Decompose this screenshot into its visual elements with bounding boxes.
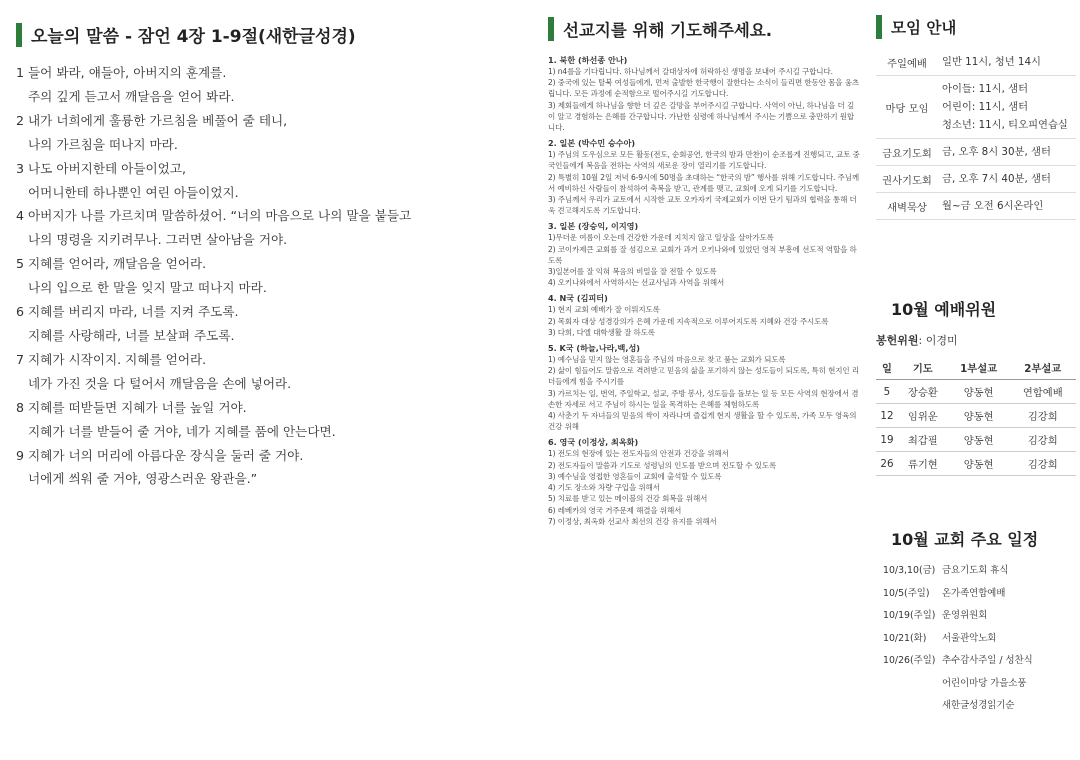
- schedule-title-row: [876, 527, 1076, 550]
- meeting-label: 권사기도회: [876, 166, 938, 193]
- schedule-event: 서울관악노회: [942, 632, 997, 644]
- roster-cell: 5: [876, 380, 898, 404]
- prayer-group: [548, 138, 860, 216]
- prayer-item: 1) 현지 교회 예배가 잘 이뤄지도록: [548, 305, 660, 315]
- prayer-group: [548, 55, 860, 133]
- meeting-label: 금요기도회: [876, 139, 938, 166]
- roster-cell: 김강희: [1010, 404, 1076, 428]
- verse-line: 지혜를 사랑해라, 너를 보살펴 주도록.: [28, 327, 235, 343]
- roster-cell: 12: [876, 404, 898, 428]
- roster-cell: 최갑필: [898, 428, 948, 452]
- verse-line: 나의 명령을 지키려무나. 그러면 살아남을 거야.: [28, 232, 288, 248]
- schedule-row: [876, 673, 1076, 696]
- meeting-value-line: 어린이: 11시, 샘터: [942, 101, 1029, 113]
- schedule-row: [876, 583, 1076, 606]
- meeting-row: [876, 166, 1076, 193]
- prayer-item: 1) 예수님을 믿지 않는 영혼들을 주님의 마음으로 찾고 품는 교회가 되도록: [548, 355, 786, 365]
- meeting-row: [876, 193, 1076, 220]
- prayer-item: 2) 특별히 10월 2일 저녁 6-9시에 50명을 초대하는 “한국의 밤” 행사를 위해 기도합니다. 주님께서 예비하신 사람들이 참석하여 축복을 받고, 관계를 맺고, 교회에 오게 되기를 기도합니다.: [548, 172, 859, 193]
- roster-cell: 류기현: [898, 452, 948, 476]
- prayer-list: [548, 55, 860, 527]
- prayer-item: 2) 코이카제큰 교회를 잘 섬김으로 교회가 과거 오키나와에 있었던 영적 부흥에 선도적 역할을 하도록: [548, 244, 857, 265]
- schedule-event: 추수감사주일 / 성찬식: [942, 655, 1033, 666]
- verse-line: 주의 깊게 듣고서 깨달음을 얻어 봐라.: [28, 88, 235, 104]
- prayer-section: [548, 17, 860, 532]
- verse-line: 나의 가르침을 떠나지 마라.: [28, 136, 178, 152]
- section-accent-bar: [16, 23, 22, 47]
- meeting-value: [938, 193, 1076, 220]
- offering-committee-value: : 이경미: [918, 334, 958, 347]
- roster-cell: 양동현: [948, 452, 1010, 476]
- prayer-item: 2) 삶이 힘들어도 말씀으로 격려받고 믿음의 삶을 포기하지 않는 성도들이 되도록, 특히 현지인 리더들에게 힘을 주시기를: [548, 366, 859, 387]
- verse-line: 지혜가 너를 받들어 줄 거야, 네가 지혜를 품에 안는다면.: [28, 423, 336, 439]
- verse-line: 9 지혜가 너의 머리에 아름다운 장식을 둘러 줄 거야.: [16, 447, 304, 463]
- roster-header: 기도: [898, 356, 948, 380]
- prayer-group: [548, 293, 860, 338]
- prayer-item: 4) 오키나와에서 사역하시는 선교사님과 사역을 위해서: [548, 278, 725, 288]
- meeting-label: 주일예배: [876, 49, 938, 76]
- verse-line: 4 아버지가 나를 가르치며 말씀하셨어. “너의 마음으로 나의 말을 붙들고: [16, 208, 412, 224]
- prayer-item: 1) n4를을 기다립니다. 하나님께서 갈대상자에 허락하신 생명을 보내어 주시길 구합니다.: [548, 67, 833, 76]
- verse-line: 7 지혜가 시작이지. 지혜를 얻어라.: [16, 351, 207, 367]
- prayer-group-title: 4. N국 (김피터): [548, 293, 608, 304]
- roster-header: 일: [876, 356, 898, 380]
- prayer-group-title: 6. 영국 (이정상, 최옥화): [548, 437, 639, 448]
- worship-roster-table: [876, 356, 1076, 476]
- prayer-group-title: 5. K국 (하늘,나라,백,성): [548, 343, 640, 354]
- schedule-date: 10/26(주일): [883, 655, 936, 666]
- schedule-date: [876, 695, 938, 718]
- roster-row: [876, 428, 1076, 452]
- schedule-date: 10/5(주일): [883, 587, 930, 599]
- verse-line: 나의 입으로 한 말을 잊지 말고 떠나지 마라.: [28, 280, 267, 296]
- schedule-row: [876, 560, 1076, 583]
- meeting-value: [938, 49, 1076, 76]
- meeting-row: [876, 49, 1076, 76]
- roster-row: [876, 404, 1076, 428]
- verse-line: 1 들어 봐라, 얘들아, 아버지의 훈계를.: [16, 65, 227, 80]
- roster-row: [876, 452, 1076, 476]
- prayer-group-title: 1. 북한 (하선종 안나): [548, 55, 628, 65]
- meeting-title: 모임 안내: [891, 19, 957, 37]
- scripture-title: 오늘의 말씀 - 잠언 4장 1-9절(새한글성경): [31, 27, 356, 47]
- worship-title-row: [876, 297, 1076, 320]
- schedule-row: [876, 695, 1076, 718]
- meeting-label: 새벽묵상: [876, 193, 938, 220]
- roster-row: [876, 380, 1076, 404]
- meeting-value: [938, 139, 1076, 166]
- section-accent-bar: [548, 17, 554, 41]
- prayer-item: 4) 기도 장소와 차량 구입을 위해서: [548, 483, 660, 493]
- prayer-item: 5) 치료를 받고 있는 메이블의 건강 회복을 위해서: [548, 494, 708, 504]
- prayer-group-title: 2. 일본 (박수민 승수아): [548, 138, 636, 149]
- verse-line: 어머니한테 하나뿐인 여린 아들이었지.: [28, 184, 239, 200]
- roster-cell: 김강희: [1010, 428, 1076, 452]
- meeting-value: [938, 166, 1076, 193]
- prayer-group: [548, 221, 860, 288]
- section-accent-bar: [876, 15, 882, 39]
- prayer-item: 6) 레베카의 영국 거주문제 해결을 위해서: [548, 505, 682, 515]
- prayer-item: 4) 사춘기 두 자녀들의 믿음의 싹이 자라나며 즐겁게 현지 생활을 할 수 있도록, 가족 모두 영육의 건강 위해: [548, 411, 857, 432]
- roster-cell: 임위운: [898, 404, 948, 428]
- schedule-section: [876, 527, 1076, 718]
- schedule-date: 10/19(주일): [883, 610, 936, 621]
- prayer-item: 3) 주님께서 우리가 교토에서 시작한 교토 오카자키 국제교회가 이번 단기 팀과의 협력을 통해 더욱 견고해지도록 기도합니다.: [548, 195, 857, 216]
- schedule-date: [876, 673, 938, 696]
- prayer-title: 선교지를 위해 기도해주세요.: [563, 21, 773, 40]
- prayer-item: 1) 주님의 도우심으로 모든 활동(전도, 순회공연, 한국의 밤과 만찬)이 순조롭게 진행되고, 교토 중국인들에게 복음을 전하는 사역의 새로운 장이 열리기를 기도합니다.: [548, 150, 860, 171]
- meeting-value-line: 일반 11시, 청년 14시: [942, 56, 1041, 68]
- prayer-group: [548, 343, 860, 432]
- roster-cell: 양동현: [948, 428, 1010, 452]
- roster-cell: 19: [876, 428, 898, 452]
- worship-title: 10월 예배위원: [891, 300, 997, 319]
- schedule-title: 10월 교회 주요 일정: [891, 530, 1039, 549]
- scripture-section: [16, 22, 526, 491]
- meeting-value-line: 청소년: 11시, 티오피연습실: [942, 119, 1068, 131]
- meeting-title-row: [876, 15, 1076, 39]
- prayer-group: [548, 437, 860, 526]
- schedule-date: 10/21(화): [883, 632, 927, 644]
- prayer-title-row: [548, 17, 860, 41]
- verse-line: 5 지혜를 얻어라, 깨달음을 얻어라.: [16, 256, 207, 272]
- meeting-row: [876, 139, 1076, 166]
- offering-committee: [876, 332, 1076, 348]
- prayer-item: 2) 전도자들이 말씀과 기도로 성령님의 인도를 받으며 전도할 수 있도록: [548, 460, 777, 470]
- prayer-item: 1)무더운 여름이 오는데 건강한 가운데 지치지 않고 일상을 살아가도록: [548, 233, 774, 243]
- schedule-event: 새한글성경읽기순: [942, 700, 1015, 711]
- meeting-label: 마당 모임: [876, 76, 938, 139]
- roster-cell: 양동현: [948, 380, 1010, 404]
- offering-committee-label: 봉헌위원: [876, 334, 919, 347]
- schedule-row: [876, 605, 1076, 628]
- schedule-list: [876, 560, 1076, 718]
- prayer-item: 3) 다희, 다엘 대학생활 잘 하도록: [548, 327, 655, 337]
- prayer-item: 2) 목회자 대상 성경강의가 은혜 가운데 지속적으로 이루어지도록 지혜와 건강 주시도록: [548, 316, 829, 326]
- verse-line: 3 나도 아버지한테 아들이었고,: [16, 160, 187, 176]
- prayer-item: 3) 제회들에게 하나님을 향한 더 깊은 갈망을 부어주시길 구합니다. 사역이 아닌, 하나님을 더 깊이 알고 경험하는 은혜를 간구합니다. 가난한 심령에 하나님께서 주시는 기쁨으로 충만하기 원합니다.: [548, 100, 855, 133]
- worship-section: [876, 297, 1076, 476]
- verse-line: 네가 가진 것을 다 털어서 깨달음을 손에 넣어라.: [28, 375, 292, 391]
- prayer-item: 3) 예수님을 영접한 영혼들이 교회에 출석할 수 있도록: [548, 471, 722, 481]
- meeting-value-line: 아이들: 11시, 샘터: [942, 83, 1029, 95]
- prayer-item: 3)일본어를 잘 익혀 복음의 비밀을 잘 전할 수 있도록: [548, 267, 717, 277]
- roster-cell: 양동현: [948, 404, 1010, 428]
- prayer-item: 3) 가르치는 일, 번역, 주일학교, 설교, 주방 봉사, 성도들을 돌보는 일 등 모든 사역의 현장에서 겸손한 자세로 서고 주님이 하시는 일을 목격하는 은혜를 체험하도록: [548, 388, 859, 409]
- verse-line: 8 지혜를 떠받들면 지혜가 너를 높일 거야.: [16, 399, 247, 415]
- meeting-section: [876, 15, 1076, 220]
- meeting-value-line: 금, 오후 7시 40분, 샘터: [942, 173, 1051, 185]
- schedule-event: 운영위원회: [942, 610, 988, 621]
- verse-line: 너에게 씌워 줄 거야, 영광스러운 왕관을.”: [28, 471, 258, 487]
- meeting-row: [876, 76, 1076, 139]
- verse-list: [16, 61, 526, 491]
- schedule-row: [876, 628, 1076, 651]
- roster-cell: 연합예배: [1010, 380, 1076, 404]
- schedule-date: 10/3,10(금): [883, 565, 936, 576]
- meeting-value-line: 금, 오후 8시 30분, 샘터: [942, 146, 1051, 158]
- scripture-title-row: [16, 22, 526, 47]
- schedule-event: 어린이마당 가을소풍: [942, 677, 1027, 689]
- meeting-table: [876, 49, 1076, 220]
- prayer-group-title: 3. 일본 (장승익, 이지영): [548, 221, 639, 232]
- prayer-item: 2) 중국에 있는 탈북 여성들에게, 먼저 출발한 한국행이 잘한다는 소식이 들리면 한동안 몸을 움츠립니다. 모든 과정에 순적함으로 떨어주시길 기도합니다.: [548, 78, 859, 99]
- schedule-event: 온가족연합예배: [942, 587, 1006, 599]
- roster-header: 1부설교: [948, 356, 1010, 380]
- roster-cell: 장승환: [898, 380, 948, 404]
- roster-cell: 김강희: [1010, 452, 1076, 476]
- prayer-item: 7) 이정상, 최옥화 선교사 최선의 건강 유지를 위해서: [548, 516, 717, 526]
- verse-line: 2 내가 너희에게 훌륭한 가르침을 베풀어 줄 테니,: [16, 112, 288, 128]
- meeting-value: [938, 76, 1076, 139]
- verse-line: 6 지혜를 버리지 마라, 너를 지켜 주도록.: [16, 304, 239, 320]
- schedule-row: [876, 650, 1076, 673]
- prayer-item: 1) 전도의 현장에 있는 전도자들의 안전과 건강을 위해서: [548, 449, 729, 459]
- roster-header: 2부설교: [1010, 356, 1076, 380]
- schedule-event: 금요기도회 휴식: [942, 565, 1009, 576]
- meeting-value-line: 월~금 오전 6시온라인: [942, 200, 1044, 212]
- roster-cell: 26: [876, 452, 898, 476]
